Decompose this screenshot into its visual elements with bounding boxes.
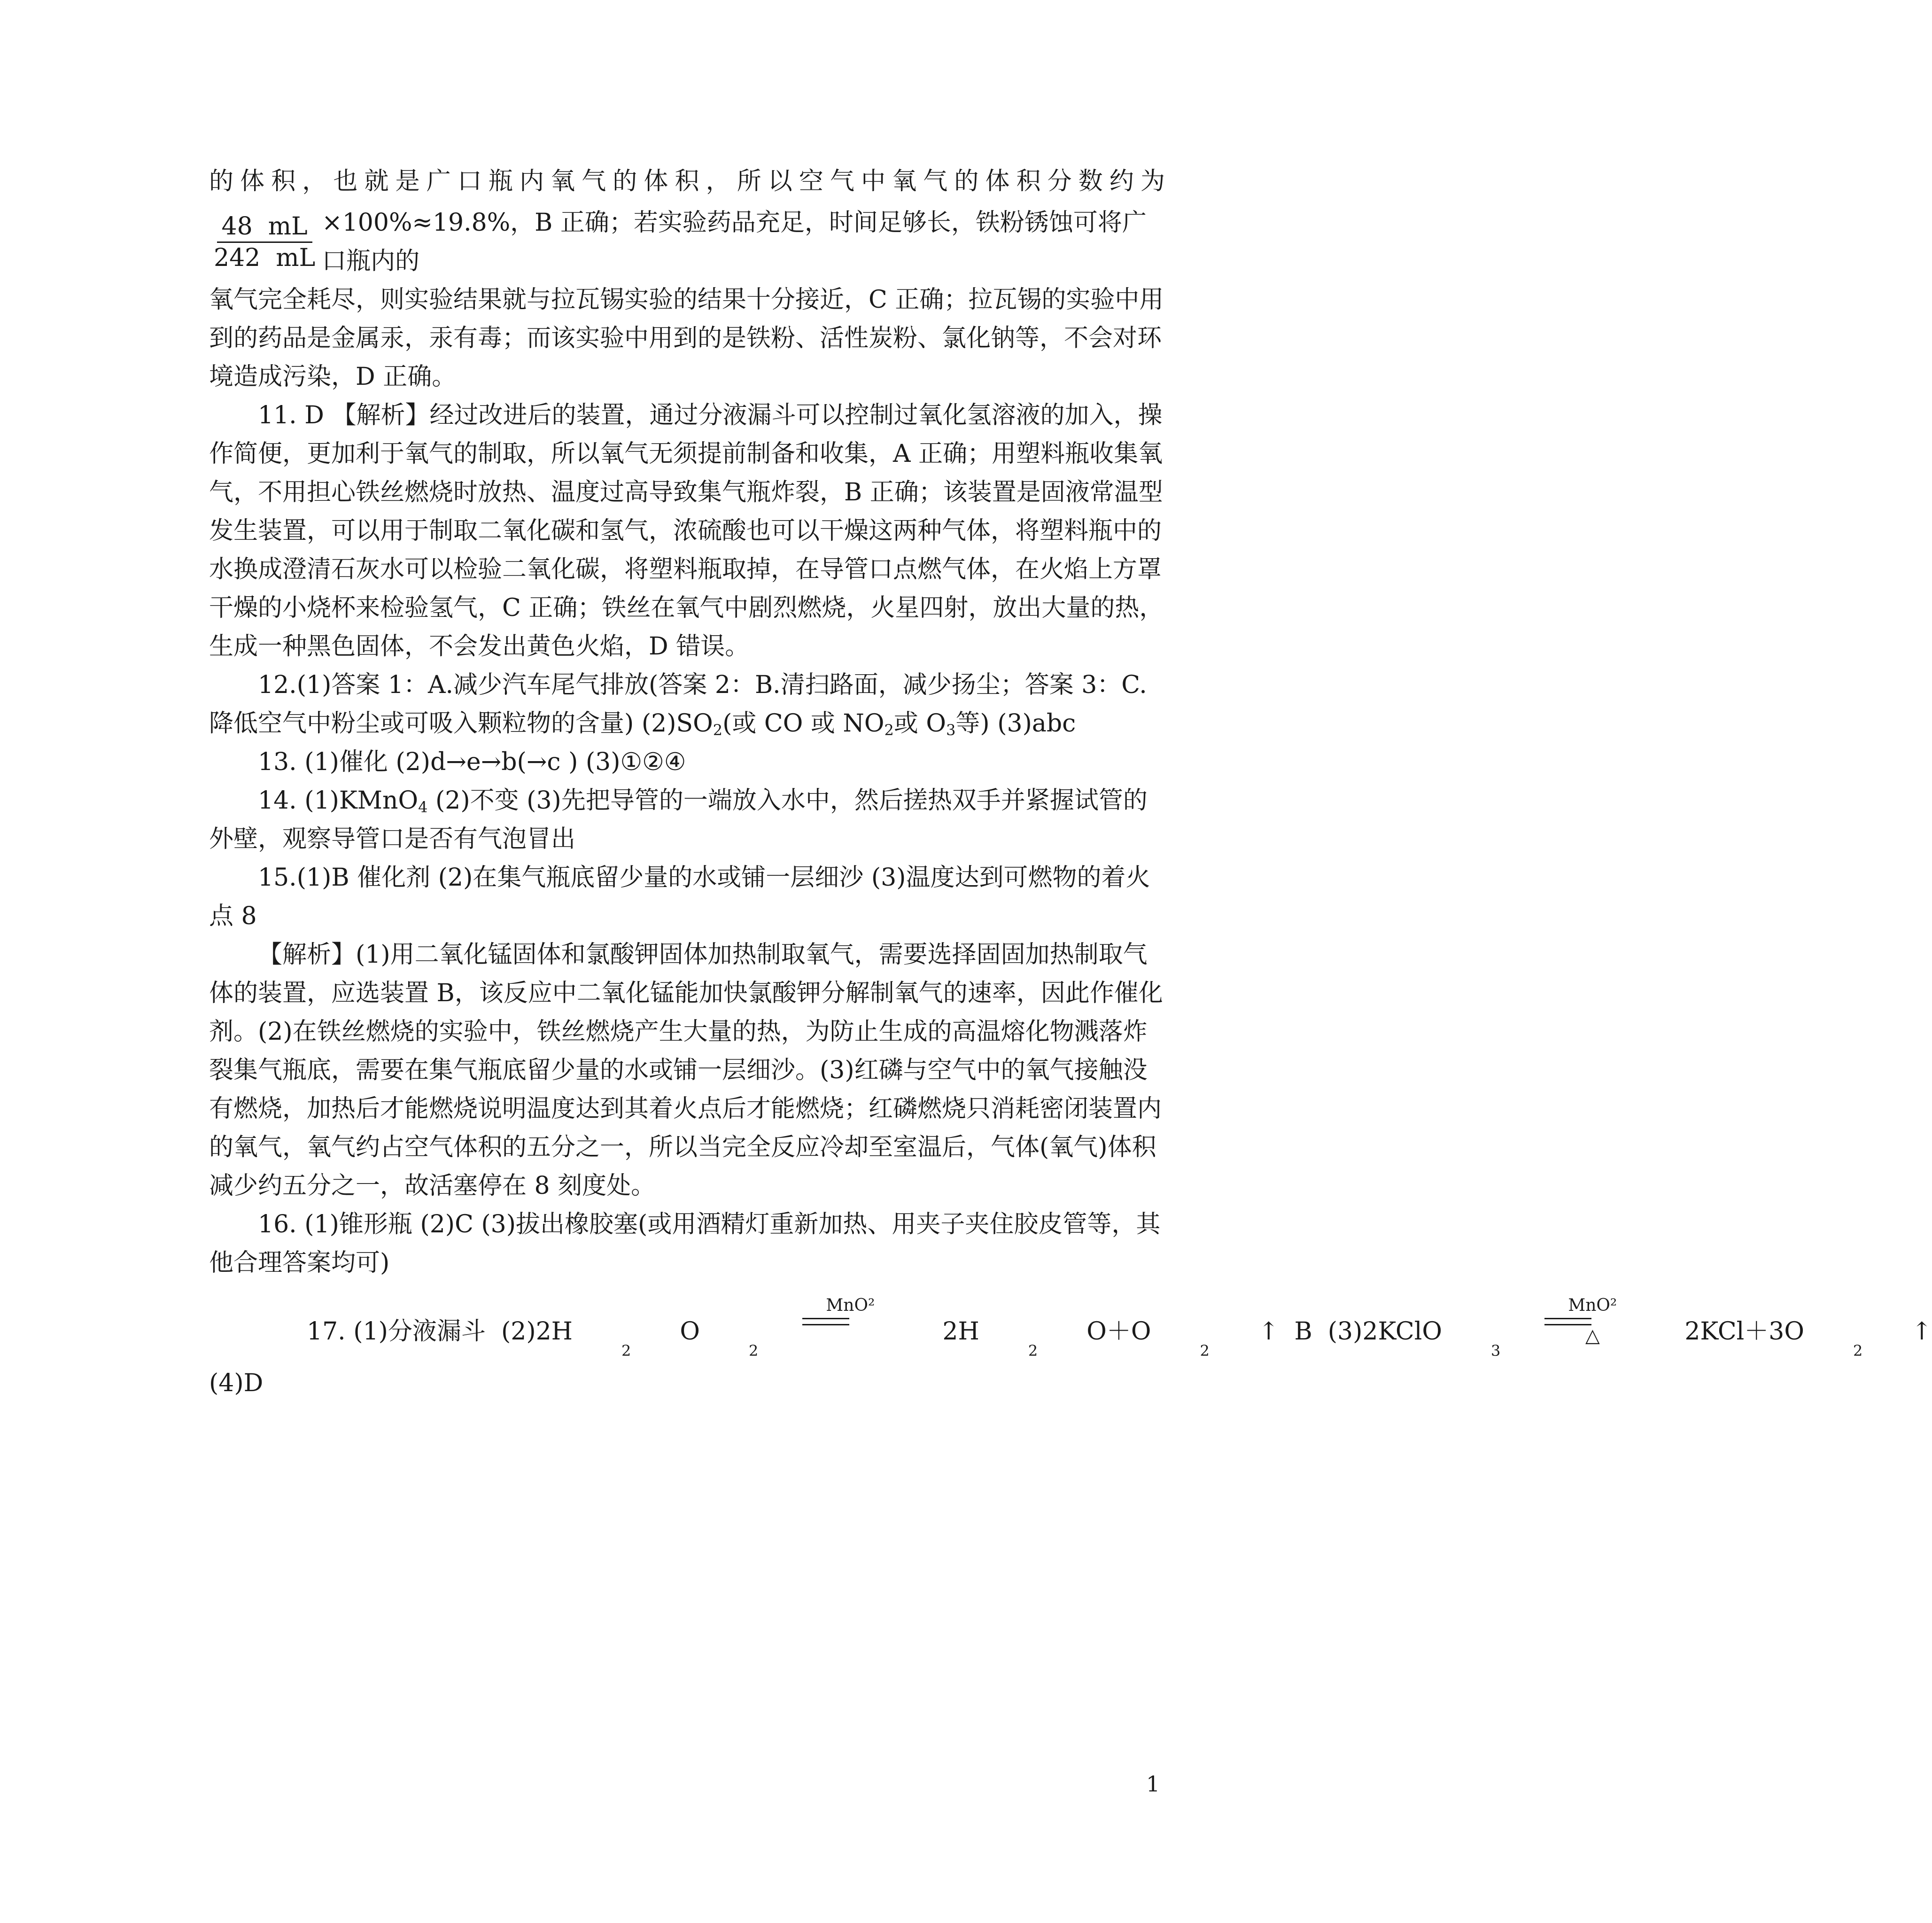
paragraph-line-2: ×100%≈19.8%，B 正确；若实验药品充足，时间足够长，铁粉锈蚀可将广口瓶内的: [322, 209, 1147, 275]
answer-16: 16. (1)锥形瓶 (2)C (3)拔出橡胶塞(或用酒精灯重新加热、用夹子夹住胶皮管等，其他合理答案均可): [209, 1210, 1161, 1277]
reaction-condition-catalyst: MnO²: [774, 1296, 877, 1346]
paragraph-line-3: 氧气完全耗尽，则实验结果就与拉瓦锡实验的结果十分接近，C 正确；拉瓦锡的实验中用到的药品是金属汞，汞有毒；而该实验中用到的是铁粉、活性炭粉、氯化钠等，不会对环境造成污染，D 正确。: [209, 286, 1164, 391]
fraction-numerator: 48 mL: [217, 211, 312, 243]
answer-15: 15.(1)B 催化剂 (2)在集气瓶底留少量的水或铺一层细沙 (3)温度达到可燃物的着火点 8: [209, 864, 1150, 930]
answer-12: 12.(1)答案 1：A.减少汽车尾气排放(答案 2：B.清扫路面，减少扬尘；答案 3：C.降低空气中粉尘或可吸入颗粒物的含量) $(2)SO_2$(或 CO 或 $NO_2$或 $O_3$等) (3)abc: [209, 671, 1147, 739]
double-bar: [1544, 1318, 1591, 1325]
reaction-condition-heat: MnO² △: [1516, 1296, 1620, 1346]
answer-17-part-4: (4)D: [209, 1369, 264, 1397]
answer-17-equations: 17. (1)分液漏斗 (2)2H 2 O 2 MnO² 2H 2 O＋O 2 ↑ B (3)2KClO 3 MnO² △ 2KCl＋3O 2 ↑: [307, 1296, 1932, 1360]
paragraph-line-1: 的体积，也就是广口瓶内氧气的体积，所以空气中氧气的体积分数约为: [209, 167, 1165, 195]
double-bar: [802, 1318, 849, 1325]
fraction-line: [209, 203, 1165, 280]
page-number: 1: [1146, 1771, 1160, 1797]
oxygen-volume-fraction: [209, 211, 320, 273]
answer-13: 13. (1)催化 (2)d→e→b(→c ) (3)①②④: [258, 748, 686, 776]
heat-triangle-icon: △: [1585, 1325, 1600, 1347]
answer-11: 11. D 【解析】经过改进后的装置，通过分液漏斗可以控制过氧化氢溶液的加入，操作简便，更加利于氧气的制取，所以氧气无须提前制备和收集，A 正确；用塑料瓶收集氧气，不用担心铁丝燃烧时放热、温度过高导致集气瓶炸裂，B 正确；该装置是固液常温型发生装置，可以用于制取二氧化碳和氢气，浓硫酸也可以干燥这两种气体，将塑料瓶中的水换成澄清石灰水可以检验二氧化碳，将塑料瓶取掉，在导管口点燃气体，在火焰上方罩干燥的小烧杯来检验氢气，C 正确；铁丝在氧气中剧烈燃烧，火星四射，放出大量的热，生成一种黑色固体，不会发出黄色火焰，D 错误。: [209, 401, 1164, 661]
fraction-denominator: 242 mL: [214, 243, 316, 272]
answer-14: 14. (1)KMnO$_4$ (2)不变 (3)先把导管的一端放入水中，然后搓热双手并紧握试管的外壁，观察导管口是否有气泡冒出: [209, 786, 1148, 853]
answer-text-block: [209, 162, 1932, 1402]
answer-15-explanation: 【解析】(1)用二氧化锰固体和氯酸钾固体加热制取氧气，需要选择固固加热制取气体的装置，应选装置 B，该反应中二氧化锰能加快氯酸钾分解制氧气的速率，因此作催化剂。(2)在铁丝燃烧的实验中，铁丝燃烧产生大量的热，为防止生成的高温熔化物溅落炸裂集气瓶底，需要在集气瓶底留少量的水或铺一层细沙。(3)红磷与空气中的氧气接触没有燃烧，加热后才能燃烧说明温度达到其着火点后才能燃烧；红磷燃烧只消耗密闭装置内的氧气，氧气约占空气体积的五分之一，所以当完全反应冷却至室温后，气体(氧气)体积减少约五分之一，故活塞停在 8 刻度处。: [209, 941, 1163, 1200]
